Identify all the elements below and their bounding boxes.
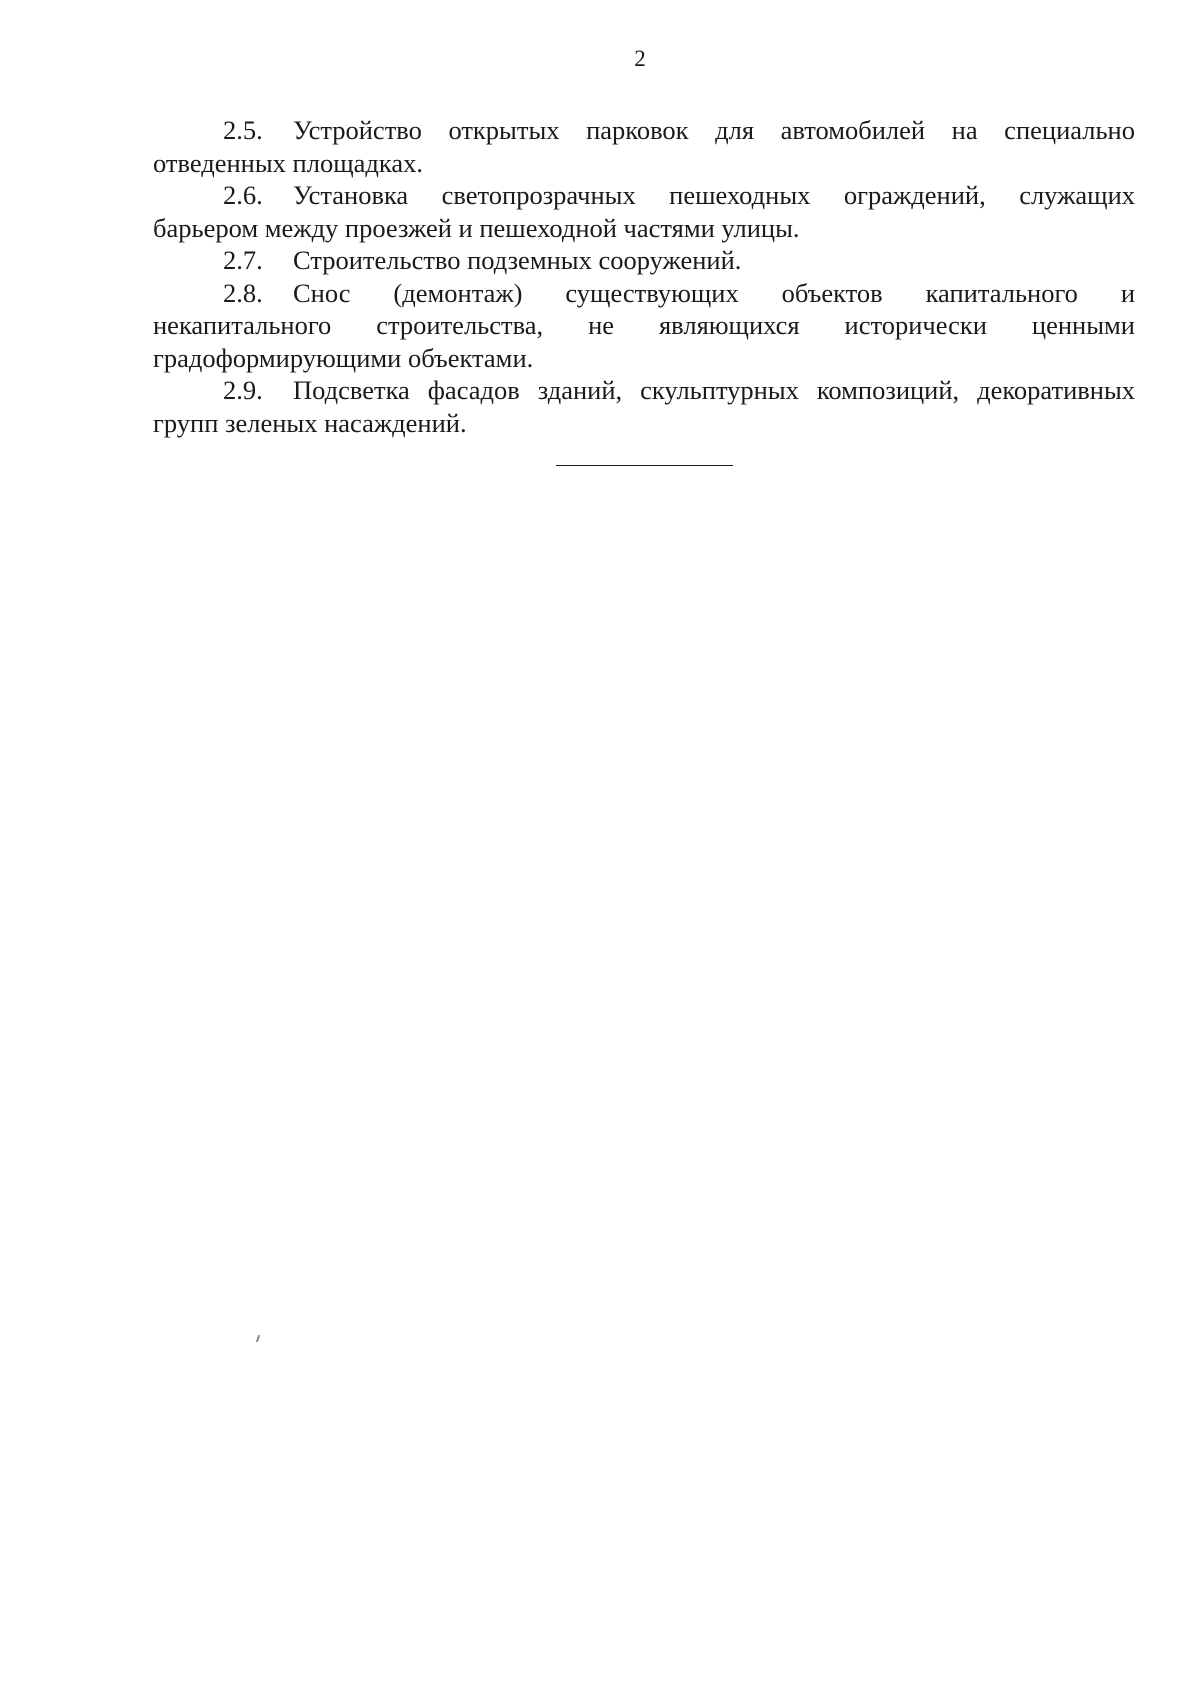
clause-number: 2.6. — [223, 180, 263, 210]
end-of-document-rule — [556, 465, 733, 466]
scan-artifact-mark — [256, 1335, 260, 1342]
clause-text: Установка светопрозрачных пешеходных ограждений, служащих барьером между проезжей и пешеходной частями улицы. — [153, 180, 1135, 243]
clause-number: 2.8. — [223, 277, 263, 308]
clause-2-9 — [153, 374, 1135, 439]
clause-number: 2.9. — [223, 375, 263, 405]
clause-2-8 — [153, 277, 1135, 375]
clause-text: Подсветка фасадов зданий, скульптурных композиций, декоративных групп зеленых насаждений. — [153, 375, 1135, 438]
clause-2-6 — [153, 179, 1135, 244]
clause-2-7 — [153, 244, 1135, 277]
clause-text: Строительство подземных сооружений. — [293, 245, 742, 275]
document-body — [153, 114, 1135, 439]
clause-text: Устройство открытых парковок для автомобилей на специально отведенных площадках. — [153, 115, 1135, 178]
clause-number: 2.7. — [223, 245, 263, 275]
clause-2-5 — [153, 114, 1135, 179]
clause-number: 2.5. — [223, 115, 263, 145]
clause-text: Снос (демонтаж) существующих объектов капитального и некапитального строительства, не являющихся исторически ценными градоформирующими объектами. — [153, 277, 1135, 373]
page-number: 2 — [634, 46, 646, 71]
